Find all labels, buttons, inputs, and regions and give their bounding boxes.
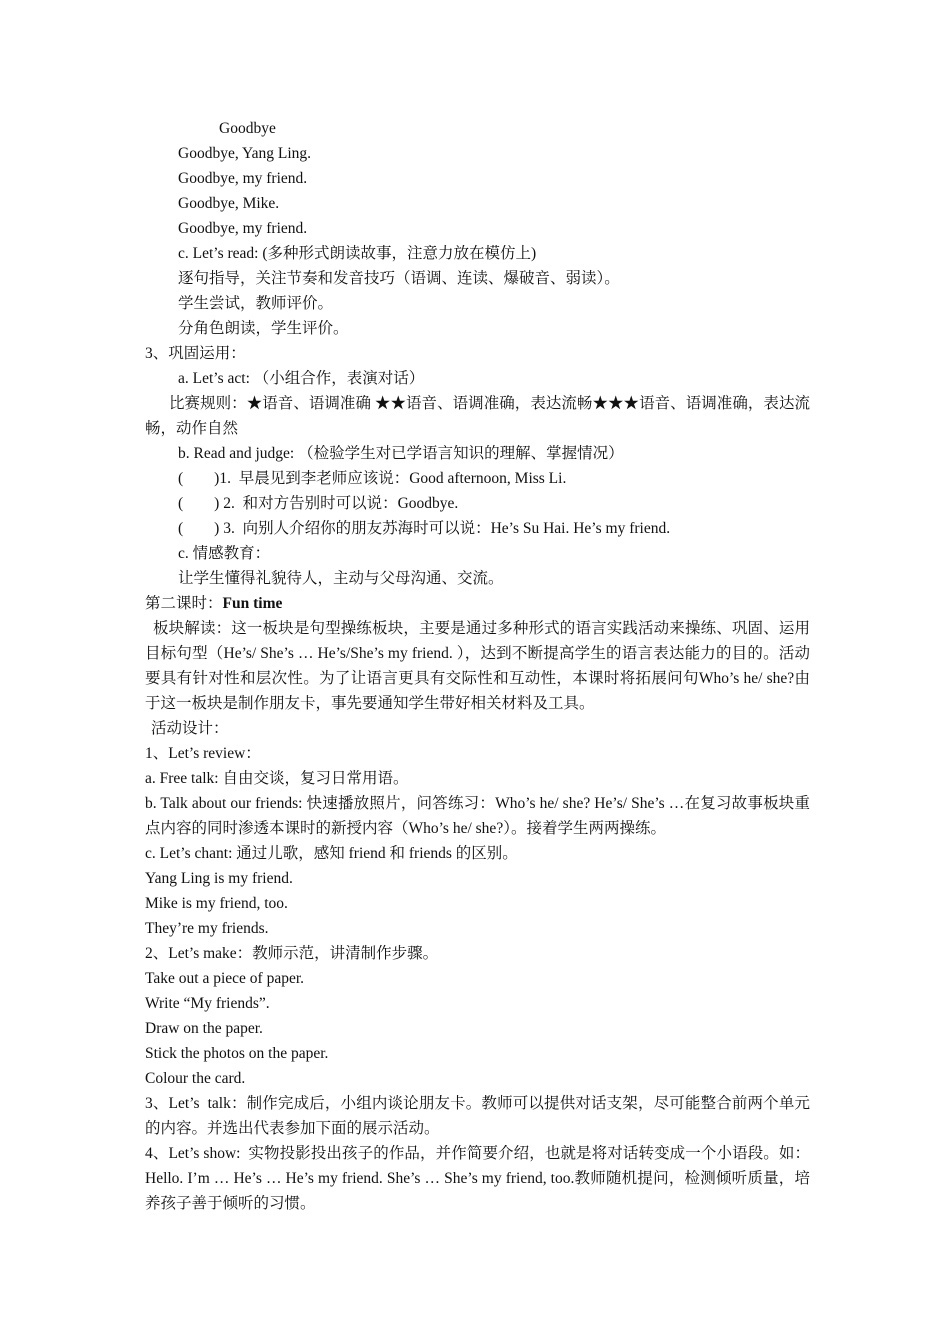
- free-talk-line: a. Free talk: 自由交谈，复习日常用语。: [145, 770, 409, 787]
- make-step: Write “My friends”.: [145, 995, 270, 1012]
- song-line: Goodbye, my friend.: [178, 220, 308, 237]
- lesson2-heading-prefix: 第二课时：: [145, 595, 223, 612]
- make-step: Stick the photos on the paper.: [145, 1045, 329, 1062]
- lesson2-heading: [145, 591, 810, 616]
- make-step: Take out a piece of paper.: [145, 970, 305, 987]
- emotion-text: 让学生懂得礼貌待人，主动与父母沟通、交流。: [178, 570, 504, 587]
- make-heading: 2、Let’s make：教师示范，讲清制作步骤。: [145, 945, 439, 962]
- lets-read-line: 逐句指导，关注节奏和发音技巧（语调、连读、爆破音、弱读）。: [178, 270, 620, 287]
- chant-line: Yang Ling is my friend.: [145, 870, 293, 887]
- lets-read-heading: c. Let’s read: (多种形式朗读故事，注意力放在模仿上): [178, 245, 537, 262]
- lets-read-line: 学生尝试，教师评价。: [178, 295, 334, 312]
- song-line: Goodbye, Yang Ling.: [178, 145, 312, 162]
- lesson2-intro: 板块解读：这一板块是句型操练板块，主要是通过多种形式的语言实践活动来操练、巩固、运用目标句型（He’s/ She’s … He’s/She’s my friend. ），达到不断提高学生的语言表达能力的目的。活动要具有针对性和层次性。为了让语言更具有交际性和互动性，本课时将拓展问句Who’s he/ she?由于这一板块是制作朋友卡，事先要通知学生带好相关材料及工具。: [145, 620, 810, 712]
- lesson2-heading-title: Fun time: [222, 595, 283, 612]
- make-step: Colour the card.: [145, 1070, 246, 1087]
- lets-talk-para: 3、Let’s talk：制作完成后，小组内谈论朋友卡。教师可以提供对话支架，尽可能整合前两个单元的内容。并选出代表参加下面的展示活动。: [145, 1095, 810, 1137]
- section3-heading: 3、巩固运用：: [145, 345, 246, 362]
- chant-line: Mike is my friend, too.: [145, 895, 288, 912]
- competition-rules: 比赛规则：★语音、语调准确 ★★语音、语调准确，表达流畅★★★语音、语调准确，表达流畅，动作自然: [145, 395, 810, 437]
- make-step: Draw on the paper.: [145, 1020, 263, 1037]
- song-line: Goodbye, Mike.: [178, 195, 280, 212]
- lets-act-line: a. Let’s act: （小组合作，表演对话）: [178, 370, 425, 387]
- read-judge-heading: b. Read and judge: （检验学生对已学语言知识的理解、掌握情况）: [178, 445, 624, 462]
- chant-line: They’re my friends.: [145, 920, 269, 937]
- judge-item: ( )1. 早晨见到李老师应该说：Good afternoon, Miss Li.: [178, 470, 567, 487]
- emotion-heading: c. 情感教育：: [178, 545, 271, 562]
- lets-show-para: 4、Let’s show: 实物投影投出孩子的作品，并作简要介绍，也就是将对话转变成一个小语段。如：Hello. I’m … He’s … He’s my friend. She’s … She’s my friend, too.教师随机提问，检测倾听质量，培养孩子善于倾听的习惯。: [145, 1145, 810, 1212]
- song-title: Goodbye: [219, 120, 276, 137]
- lets-read-line: 分角色朗读，学生评价。: [178, 320, 349, 337]
- judge-item: ( ) 2. 和对方告别时可以说：Goodbye.: [178, 495, 459, 512]
- judge-item: ( ) 3. 向别人介绍你的朋友苏海时可以说：He’s Su Hai. He’s my friend.: [178, 520, 671, 537]
- chant-heading: c. Let’s chant: 通过儿歌，感知 friend 和 friends 的区别。: [145, 845, 518, 862]
- activity-heading: 活动设计：: [151, 720, 229, 737]
- song-line: Goodbye, my friend.: [178, 170, 308, 187]
- review-heading: 1、Let’s review：: [145, 745, 261, 762]
- talk-friends-para: b. Talk about our friends: 快速播放照片，问答练习：Who’s he/ she? He’s/ She’s …在复习故事板块重点内容的同时渗透本课时的新授内容（Who’s he/ she?）。接着学生两两操练。: [145, 795, 810, 837]
